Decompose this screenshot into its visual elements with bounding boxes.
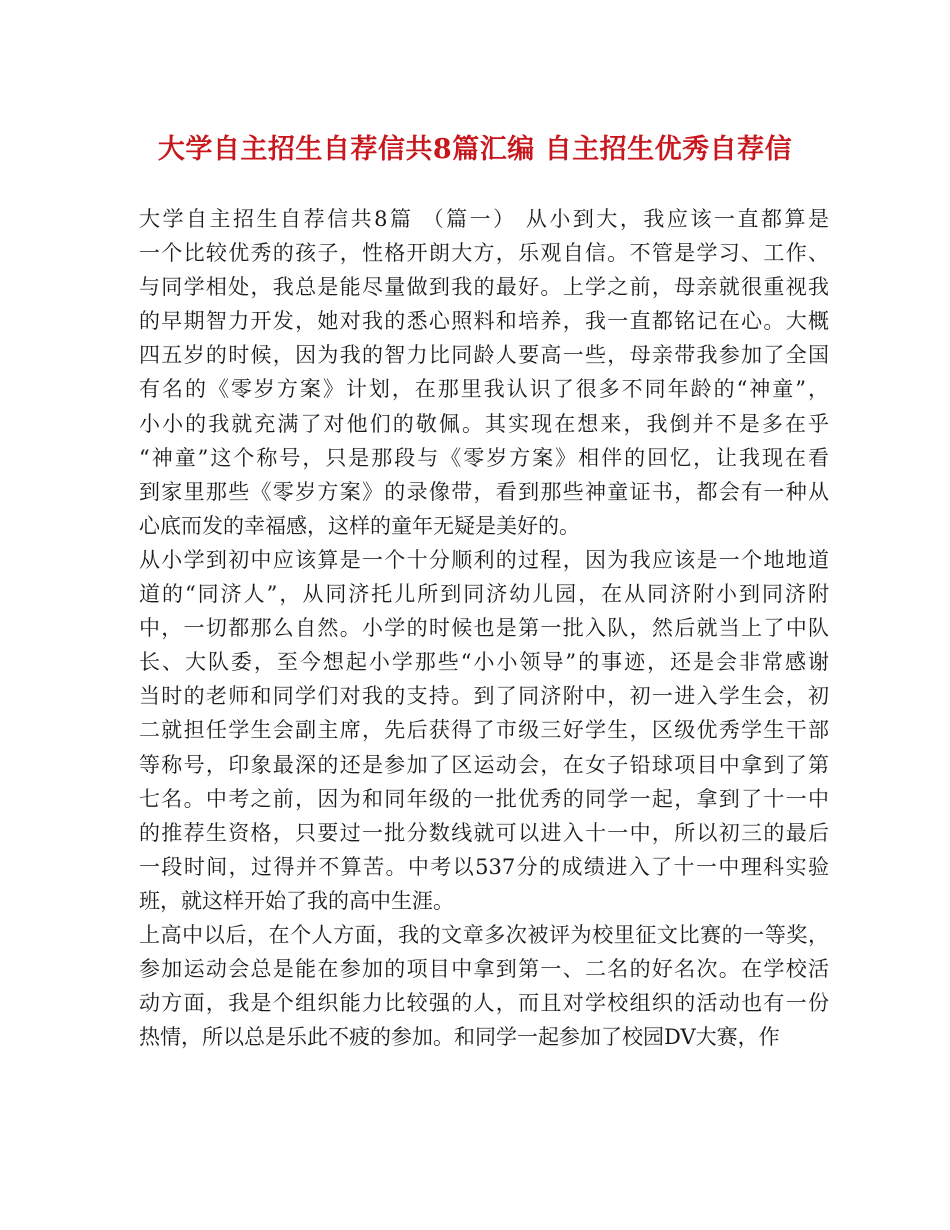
body-line: 等称号，印象最深的还是参加了区运动会，在女子铅球项目中拿到了第 xyxy=(139,752,829,777)
body-line: 道的“同济人”，从同济托儿所到同济幼儿园，在从同济附小到同济附 xyxy=(139,582,829,607)
body-line: 当时的老师和同学们对我的支持。到了同济附中，初一进入学生会，初 xyxy=(139,684,829,709)
body-line: 到家里那些《零岁方案》的录像带，看到那些神童证书，都会有一种从 xyxy=(139,479,829,504)
body-line: 动方面，我是个组织能力比较强的人，而且对学校组织的活动也有一份 xyxy=(139,991,829,1016)
body-line: 四五岁的时候，因为我的智力比同龄人要高一些，母亲带我参加了全国 xyxy=(139,343,829,368)
body-line: 心底而发的幸福感，这样的童年无疑是美好的。 xyxy=(139,513,580,538)
body-line: 班，就这样开始了我的高中生涯。 xyxy=(139,888,454,913)
body-line: 小小的我就充满了对他们的敬佩。其实现在想来，我倒并不是多在乎 xyxy=(139,411,829,436)
body-line: 热情，所以总是乐此不疲的参加。和同学一起参加了校园DV大赛，作 xyxy=(139,1025,780,1050)
body-line: 与同学相处，我总是能尽量做到我的最好。上学之前，母亲就很重视我 xyxy=(139,275,829,300)
body-line: 一段时间，过得并不算苦。中考以537分的成绩进入了十一中理科实验 xyxy=(139,854,829,879)
body-line: 中，一切都那么自然。小学的时候也是第一批入队，然后就当上了中队 xyxy=(139,616,829,641)
body-line: 上高中以后，在个人方面，我的文章多次被评为校里征文比赛的一等奖， xyxy=(139,922,829,947)
body-line: 有名的《零岁方案》计划，在那里我认识了很多不同年龄的“神童”， xyxy=(139,377,829,402)
body-line: 二就担任学生会副主席，先后获得了市级三好学生，区级优秀学生干部 xyxy=(139,718,829,743)
body-line: 的早期智力开发，她对我的悉心照料和培养，我一直都铭记在心。大概 xyxy=(139,309,829,334)
body-line: 一个比较优秀的孩子，性格开朗大方，乐观自信。不管是学习、工作、 xyxy=(139,241,829,266)
body-line: 的推荐生资格，只要过一批分数线就可以进入十一中，所以初三的最后 xyxy=(139,820,829,845)
body-line: 七名。中考之前，因为和同年级的一批优秀的同学一起，拿到了十一中 xyxy=(139,786,829,811)
body-line: “神童”这个称号，只是那段与《零岁方案》相伴的回忆，让我现在看 xyxy=(139,445,829,470)
document-title: 大学自主招生自荐信共8篇汇编 自主招生优秀自荐信 xyxy=(157,134,793,165)
body-line: 长、大队委，至今想起小学那些“小小领导”的事迹，还是会非常感谢 xyxy=(139,650,829,675)
body-line: 从小学到初中应该算是一个十分顺利的过程，因为我应该是一个地地道 xyxy=(139,547,829,572)
body-line: 大学自主招生自荐信共8篇 （篇一） 从小到大，我应该一直都算是 xyxy=(139,207,829,231)
document-body xyxy=(139,202,829,1054)
body-line: 参加运动会总是能在参加的项目中拿到第一、二名的好名次。在学校活 xyxy=(139,957,829,982)
